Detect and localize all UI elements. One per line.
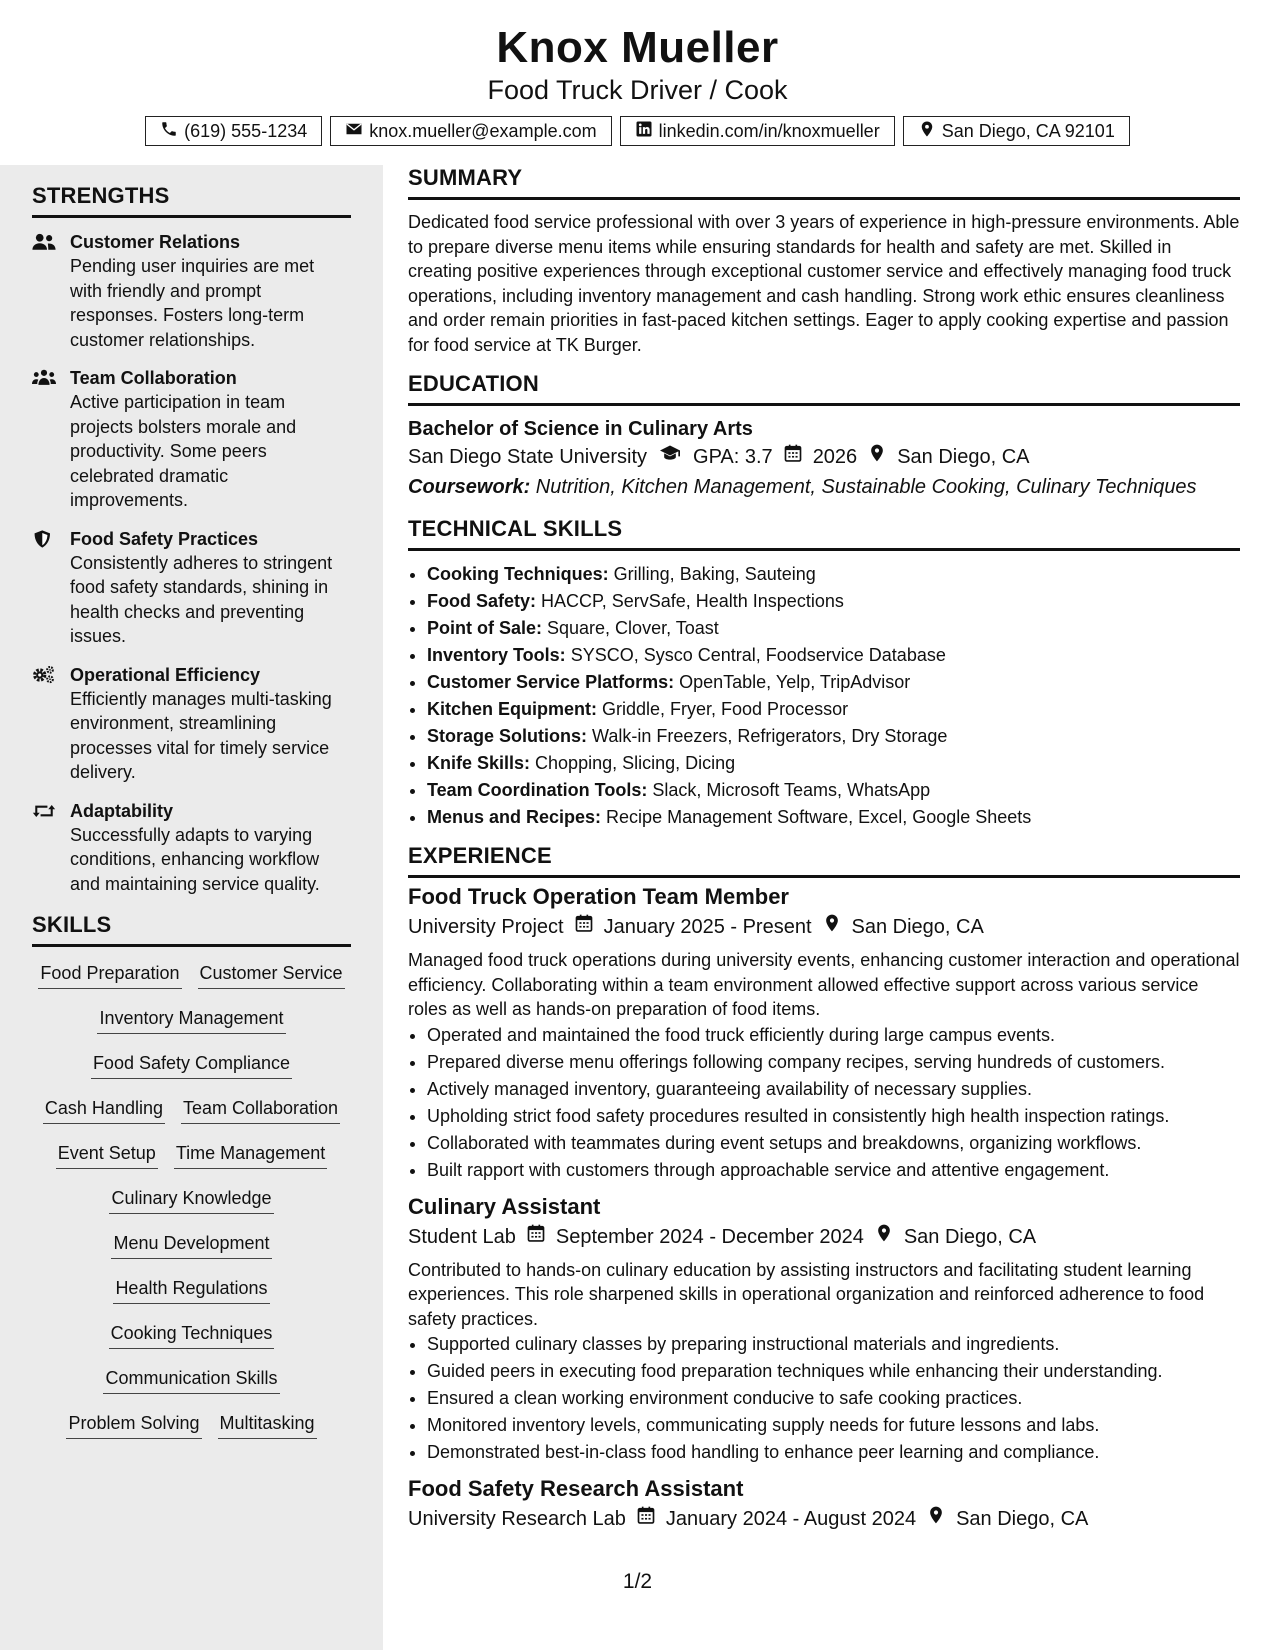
skill-tag: Menu Development [111,1231,271,1259]
skill-tag: Health Regulations [113,1276,269,1304]
skill-row [32,1186,351,1231]
job-bullets [408,1022,1240,1184]
skill-tag: Time Management [174,1141,327,1169]
technical-skill-value: Griddle, Fryer, Food Processor [597,699,849,719]
technical-skill-item [427,777,1240,804]
skill-tag: Inventory Management [97,1006,285,1034]
skill-tag: Problem Solving [66,1411,201,1439]
technical-skill-label: Knife Skills: [427,753,531,773]
job-bullets [408,1331,1240,1466]
contact-phone[interactable] [145,116,322,146]
job-dates: September 2024 - December 2024 [555,1225,864,1248]
job-org: Student Lab [408,1225,516,1248]
strength-desc: Pending user inquiries are met with friendly and prompt responses. Fosters long-term customer relationships. [70,256,315,350]
page-number: 1/2 [622,1570,653,1593]
education-location: San Diego, CA [897,446,1030,468]
candidate-role: Food Truck Driver / Cook [487,75,788,105]
skill-tag: Food Preparation [38,961,181,989]
job-meta [408,912,1240,942]
job-bullet: • Built rapport with customers through approachable service and attentive engagement. [427,1157,1240,1184]
technical-skill-item [427,669,1240,696]
technical-skill-value: SYSCO, Sysco Central, Foodservice Database [565,645,946,665]
skill-tag: Cash Handling [43,1096,165,1124]
technical-skill-value: Walk-in Freezers, Refrigerators, Dry Storage [587,726,948,746]
job-bullet: • Actively managed inventory, guaranteeing availability of necessary supplies. [427,1076,1240,1103]
strength-item [32,527,351,649]
envelope-icon [345,120,363,143]
job-bullet: • Monitored inventory levels, communicating supply needs for future lessons and labs. [427,1412,1240,1439]
job-entry [408,882,1240,1184]
job-location: San Diego, CA [956,1508,1089,1530]
technical-skill-label: Kitchen Equipment: [427,699,597,719]
strength-title: Food Safety Practices [70,528,259,549]
summary-heading: SUMMARY [408,165,1240,200]
education-school: San Diego State University [408,446,648,468]
job-title: Culinary Assistant [408,1193,601,1219]
map-pin-icon [822,912,842,942]
strength-title: Team Collaboration [70,368,237,388]
technical-skill-value: Recipe Management Software, Excel, Google Sheets [601,807,1032,827]
technical-skill-label: Cooking Techniques: [427,564,609,584]
job-location: San Diego, CA [903,1225,1037,1248]
skill-tag: Team Collaboration [181,1096,340,1124]
job-bullet: • Collaborated with teammates during event setups and breakdowns, organizing workflows. [427,1130,1240,1157]
education-year: 2026 [812,446,858,468]
technical-skill-label: Menus and Recipes: [427,807,602,827]
calendar-icon [574,912,594,942]
skill-tag: Culinary Knowledge [109,1186,273,1214]
map-pin-icon [874,1222,894,1252]
main-content [408,165,1240,1542]
job-bullet: • Ensured a clean working environment conducive to safe cooking practices. [427,1385,1240,1412]
retweet-icon [32,799,60,897]
job-bullet: • Prepared diverse menu offerings following company recipes, serving hundreds of customers. [427,1049,1240,1076]
strength-desc: Successfully adapts to varying conditions, enhancing workflow and maintaining service quality. [70,824,320,894]
education-degree: Bachelor of Science in Culinary Arts [408,418,753,440]
skill-row [32,1366,351,1411]
contact-email[interactable] [330,116,611,146]
skill-tag: Communication Skills [103,1366,279,1394]
technical-skill-item [427,561,1240,588]
skill-row [32,1276,351,1321]
technical-skills-heading: TECHNICAL SKILLS [408,516,1240,551]
technical-skill-value: Chopping, Slicing, Dicing [530,753,736,773]
skill-row [32,1051,351,1096]
technical-skill-label: Point of Sale: [427,618,543,638]
job-meta [408,1222,1240,1252]
skills-heading: SKILLS [32,912,351,947]
skill-tag: Customer Service [198,961,345,989]
skill-tag: Cooking Techniques [109,1321,275,1349]
education-heading: EDUCATION [408,371,1240,406]
skill-row [32,1321,351,1366]
experience-heading: EXPERIENCE [408,843,1240,878]
technical-skill-item [427,804,1240,831]
technical-skill-item [427,642,1240,669]
candidate-name: Knox Mueller [496,23,779,72]
coursework-text: Nutrition, Kitchen Management, Sustainable Cooking, Culinary Techniques [530,476,1197,498]
technical-skill-item [427,696,1240,723]
calendar-icon [526,1222,546,1252]
job-meta [408,1504,1240,1534]
strength-desc: Efficiently manages multi-tasking environment, streamlining processes vital for timely service delivery. [70,688,332,782]
job-title: Food Safety Research Assistant [408,1476,744,1501]
location-text: San Diego, CA 92101 [941,120,1115,141]
technical-skill-item [427,588,1240,615]
technical-skill-value: Grilling, Baking, Sauteing [608,564,816,584]
job-bullet: • Upholding strict food safety procedures resulted in consistently high health inspection ratings. [427,1103,1240,1130]
calendar-icon [783,442,803,472]
calendar-icon [636,1504,656,1534]
job-location: San Diego, CA [851,916,984,938]
skill-row [32,1096,351,1141]
technical-skill-value: OpenTable, Yelp, TripAdvisor [674,672,911,692]
coursework-label: Coursework: [408,476,531,498]
skill-row [32,1141,351,1186]
phone-icon [160,120,178,143]
skill-tag: Food Safety Compliance [91,1051,292,1079]
strength-item [32,663,351,785]
job-dates: January 2025 - Present [603,916,812,938]
phone-text: (619) 555-1234 [184,120,308,141]
linkedin-icon [635,120,653,143]
technical-skill-label: Storage Solutions: [427,726,588,746]
contact-linkedin[interactable] [620,116,895,146]
skill-row [32,1231,351,1276]
sidebar [0,165,383,1650]
job-description: Managed food truck operations during university events, enhancing customer interaction and operational efficiency. Collaborating within a team environment allowed effective support across various service roles as well as hands-on preparation of food items. [408,950,1240,1019]
education-coursework [408,472,1240,502]
technical-skill-label: Inventory Tools: [427,645,566,665]
skills-list [32,961,351,1456]
job-org: University Research Lab [408,1508,626,1530]
resume-header [0,0,1275,146]
skill-tag: Multitasking [218,1411,317,1439]
strength-desc: Active participation in team projects bolsters morale and productivity. Some peers celebrated dramatic improvements. [70,392,297,510]
job-bullet: • Demonstrated best-in-class food handling to enhance peer learning and compliance. [427,1439,1240,1466]
job-title: Food Truck Operation Team Member [408,884,789,909]
gears-icon [32,663,60,785]
strength-title: Operational Efficiency [70,664,261,685]
technical-skill-label: Customer Service Platforms: [427,672,675,692]
strength-item [32,366,351,513]
linkedin-text: linkedin.com/in/knoxmueller [658,120,880,141]
job-description: Contributed to hands-on culinary education by assisting instructors and facilitating student learning experiences. This role sharpened skills in operational organization and reinforced adherence to food safety practices. [408,1259,1205,1329]
map-pin-icon [926,1504,946,1534]
strength-title: Adaptability [70,800,174,821]
skill-tag: Event Setup [56,1141,158,1169]
shield-icon [32,527,60,649]
strengths-heading: STRENGTHS [32,183,351,218]
contact-bar [0,116,1275,146]
technical-skill-item [427,723,1240,750]
email-text: knox.mueller@example.com [369,120,597,141]
job-bullet: • Operated and maintained the food truck efficiently during large campus events. [427,1022,1240,1049]
strength-title: Customer Relations [70,232,241,252]
education-gpa: GPA: 3.7 [693,446,773,468]
technical-skill-item [427,750,1240,777]
skill-row [32,1006,351,1051]
job-org: University Project [408,916,564,938]
technical-skill-label: Team Coordination Tools: [427,780,648,800]
users-icon [32,230,60,352]
skill-row [32,1411,351,1456]
technical-skill-value: Slack, Microsoft Teams, WhatsApp [647,780,931,800]
experience-list [408,882,1240,1534]
technical-skill-value: HACCP, ServSafe, Health Inspections [536,591,844,611]
job-entry [408,1474,1240,1534]
technical-skill-label: Food Safety: [427,591,537,611]
job-bullet: • Guided peers in executing food preparation techniques while enhancing their understanding. [427,1358,1240,1385]
strength-desc: Consistently adheres to stringent food safety standards, shining in health checks and preventing issues. [70,552,333,646]
strength-item [32,230,351,352]
skill-row [32,961,351,1006]
map-pin-icon [918,120,936,143]
strength-item [32,799,351,897]
graduation-cap-icon [657,442,683,472]
technical-skills-list [408,561,1240,831]
job-entry [408,1192,1240,1467]
education-meta [408,442,1240,472]
team-icon [32,366,60,513]
summary-text: Dedicated food service professional with over 3 years of experience in high-pressure environments. Able to prepare diverse menu items while ensuring standards for health and safety are met. Skilled in creating positive experiences through exceptional customer service and effectively managing food truck operations, including inventory management and cash handling. Strong work ethic ensures cleanliness and order remain priorities in fast-paced kitchen settings. Eager to apply cooking expertise and passion for food service at TK Burger. [408,212,1240,355]
map-pin-icon [867,442,887,472]
technical-skill-value: Square, Clover, Toast [542,618,719,638]
job-bullet: • Supported culinary classes by preparing instructional materials and ingredients. [427,1331,1240,1358]
contact-location[interactable] [903,116,1130,146]
job-dates: January 2024 - August 2024 [665,1508,917,1530]
technical-skill-item [427,615,1240,642]
